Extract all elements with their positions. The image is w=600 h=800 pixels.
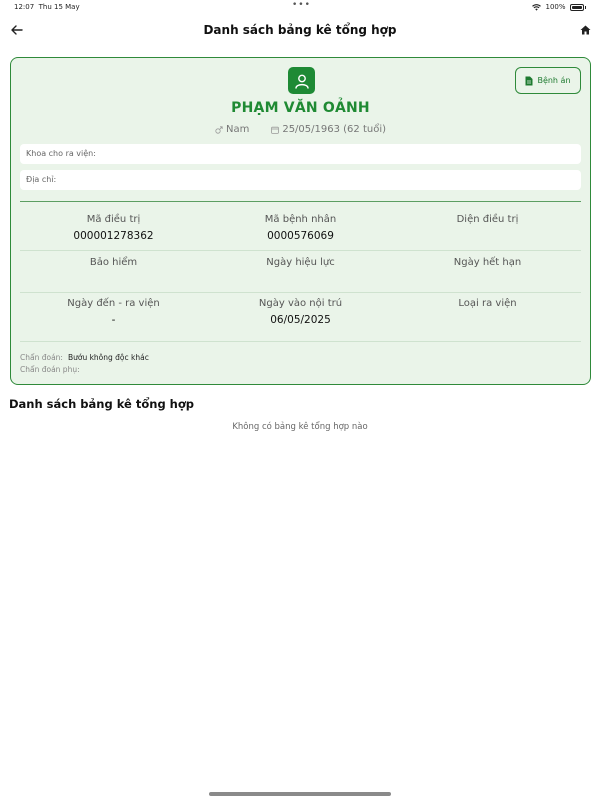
- home-button[interactable]: [576, 21, 594, 39]
- wifi-icon: [532, 4, 541, 11]
- treatment-code-cell: [20, 214, 207, 242]
- row-divider: [20, 292, 581, 293]
- diagnosis-value: Bướu không độc khác: [67, 353, 149, 362]
- info-row: [20, 298, 581, 326]
- secondary-diagnosis: [20, 365, 85, 374]
- home-indicator[interactable]: [209, 792, 391, 796]
- status-right: [532, 3, 586, 11]
- user-icon: [294, 73, 310, 89]
- discharge-type-cell: [394, 298, 581, 326]
- secondary-diagnosis-label: Chẩn đoán phụ:: [20, 365, 80, 374]
- address-label: Địa chỉ:: [26, 175, 57, 184]
- home-icon: [580, 25, 591, 35]
- info-row: [20, 214, 581, 242]
- inpatient-date-value: 06/05/2025: [270, 314, 331, 326]
- admission-discharge-cell: [20, 298, 207, 326]
- gender-value: Nam: [225, 124, 250, 135]
- gender-info: [215, 124, 249, 135]
- diagnosis: [20, 353, 149, 362]
- battery-icon: [570, 4, 584, 11]
- treatment-code-value: 000001278362: [73, 230, 154, 242]
- discharge-type-label: Loại ra viện: [458, 298, 517, 309]
- treatment-type-label: Diện điều trị: [456, 214, 519, 225]
- row-divider: [20, 341, 581, 342]
- patient-card: [10, 57, 591, 385]
- effective-date-label: Ngày hiệu lực: [266, 257, 335, 268]
- admission-discharge-value: -: [111, 314, 116, 326]
- patient-code-cell: [207, 214, 394, 242]
- insurance-cell: [20, 257, 207, 273]
- admission-discharge-label: Ngày đến - ra viện: [67, 298, 160, 309]
- treatment-type-cell: [394, 214, 581, 242]
- navigation-bar: [0, 18, 600, 44]
- calendar-icon: [271, 126, 279, 134]
- patient-code-value: 0000576069: [267, 230, 334, 242]
- empty-state-message: Không có bảng kê tổng hợp nào: [232, 422, 368, 432]
- discharge-dept-field: [20, 144, 581, 164]
- inpatient-date-label: Ngày vào nội trú: [258, 298, 343, 309]
- row-divider: [20, 250, 581, 251]
- diagnosis-label: Chẩn đoán:: [20, 353, 63, 362]
- dob-info: [271, 124, 386, 135]
- battery-percent: 100%: [545, 3, 566, 11]
- patient-avatar: [288, 67, 315, 94]
- battery-tip: [585, 6, 587, 9]
- address-field: [20, 170, 581, 190]
- expiry-date-cell: [394, 257, 581, 273]
- medical-record-button[interactable]: [515, 67, 581, 94]
- section-title: Danh sách bảng kê tổng hợp: [9, 397, 194, 411]
- expiry-date-label: Ngày hết hạn: [453, 257, 522, 268]
- patient-code-label: Mã bệnh nhân: [264, 214, 337, 225]
- info-row: [20, 257, 581, 273]
- insurance-label: Bảo hiểm: [89, 257, 138, 268]
- divider: [20, 201, 581, 202]
- discharge-dept-label: Khoa cho ra viện:: [26, 149, 96, 158]
- multitask-dots-icon[interactable]: •••: [292, 0, 311, 10]
- dob-value: 25/05/1963 (62 tuổi): [282, 124, 387, 135]
- status-time: 12:07 Thu 15 May: [14, 3, 80, 11]
- document-icon: [525, 76, 533, 86]
- page-title: Danh sách bảng kê tổng hợp: [203, 23, 397, 37]
- status-bar: [0, 0, 600, 14]
- male-icon: [215, 126, 223, 134]
- inpatient-date-cell: [207, 298, 394, 326]
- treatment-code-label: Mã điều trị: [86, 214, 141, 225]
- effective-date-cell: [207, 257, 394, 273]
- medical-record-label: Bệnh án: [537, 76, 571, 85]
- patient-name: PHẠM VĂN OẢNH: [231, 100, 370, 116]
- patient-meta: [11, 124, 590, 135]
